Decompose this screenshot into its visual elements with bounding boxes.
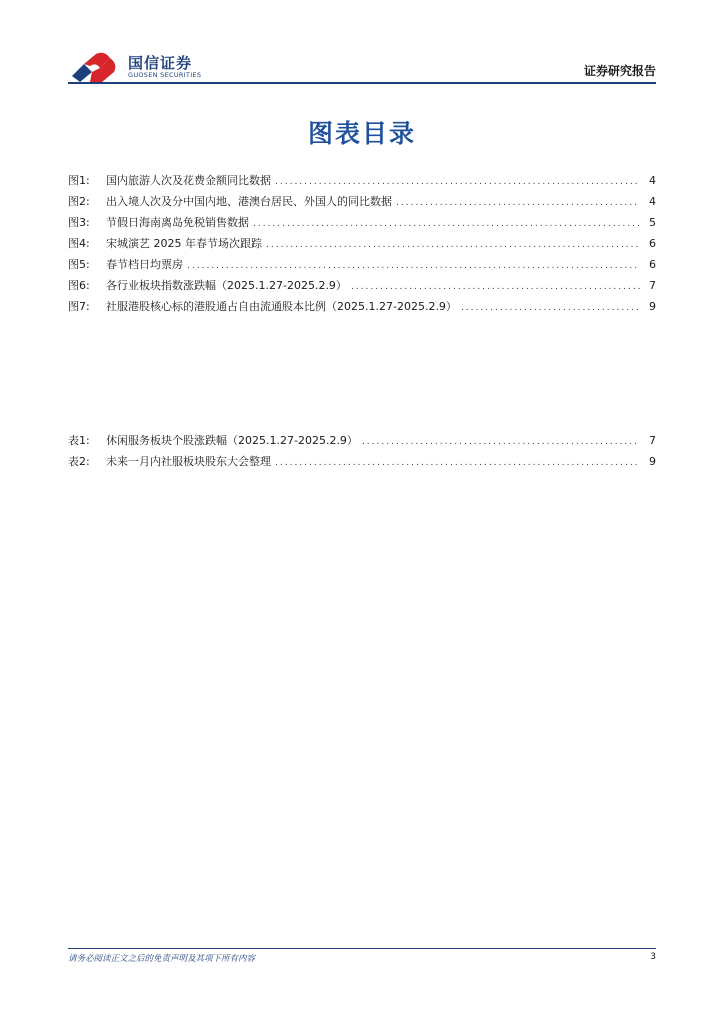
- table-entry-title[interactable]: 未来一月内社服板块股东大会整理: [106, 455, 271, 468]
- figure-entry[interactable]: [68, 233, 656, 254]
- figure-entry-title[interactable]: 宋城演艺 2025 年春节场次跟踪: [106, 237, 262, 250]
- figure-entry-page[interactable]: 6: [649, 258, 656, 271]
- figure-entry-title[interactable]: 出入境人次及分中国内地、港澳台居民、外国人的同比数据: [106, 195, 392, 208]
- page-number: 3: [650, 952, 656, 962]
- figure-entry[interactable]: [68, 275, 656, 296]
- brand-name-en: GUOSEN SECURITIES: [128, 71, 202, 79]
- report-type-label: 证券研究报告: [583, 64, 656, 78]
- figure-entry-page[interactable]: 7: [649, 279, 656, 292]
- guosen-logo: [70, 50, 210, 84]
- figure-entry-label: 图4:: [68, 237, 90, 250]
- page-title: 图表目录: [307, 119, 416, 148]
- figure-entry-label: 图5:: [68, 258, 90, 271]
- dot-leader: [266, 235, 640, 256]
- figure-entry-title[interactable]: 春节档日均票房: [106, 258, 183, 271]
- dot-leader: [187, 256, 640, 277]
- guosen-logo-icon: [70, 52, 122, 82]
- figure-entry-page[interactable]: 4: [649, 174, 656, 187]
- footer-divider: [68, 948, 656, 949]
- figure-list: [68, 170, 656, 317]
- figure-entry-page[interactable]: 5: [649, 216, 656, 229]
- dot-leader: [461, 298, 640, 319]
- dot-leader: [351, 277, 640, 298]
- figure-entry[interactable]: [68, 170, 656, 191]
- table-entry-label: 表1:: [68, 434, 90, 447]
- dot-leader: [362, 432, 640, 453]
- figure-entry-page[interactable]: 4: [649, 195, 656, 208]
- figure-entry-title[interactable]: 国内旅游人次及花费金额同比数据: [106, 174, 271, 187]
- figure-entry-label: 图3:: [68, 216, 90, 229]
- figure-entry[interactable]: [68, 254, 656, 275]
- header-divider: [68, 82, 656, 84]
- figure-entry-label: 图7:: [68, 300, 90, 313]
- footer-disclaimer: 请务必阅读正文之后的免责声明及其项下所有内容: [68, 954, 256, 964]
- figure-entry-label: 图2:: [68, 195, 90, 208]
- figure-entry[interactable]: [68, 212, 656, 233]
- figure-entry-page[interactable]: 6: [649, 237, 656, 250]
- dot-leader: [396, 193, 640, 214]
- dot-leader: [275, 453, 640, 474]
- figure-entry[interactable]: [68, 191, 656, 212]
- page-header: [68, 50, 656, 84]
- table-entry-title[interactable]: 休闲服务板块个股涨跌幅（2025.1.27-2025.2.9）: [106, 434, 358, 447]
- table-entry-label: 表2:: [68, 455, 90, 468]
- table-entry-page[interactable]: 9: [649, 455, 656, 468]
- table-list: [68, 430, 656, 472]
- figure-entry[interactable]: [68, 296, 656, 317]
- table-entry-page[interactable]: 7: [649, 434, 656, 447]
- figure-entry-title[interactable]: 节假日海南离岛免税销售数据: [106, 216, 249, 229]
- table-entry[interactable]: [68, 451, 656, 472]
- figure-entry-label: 图6:: [68, 279, 90, 292]
- dot-leader: [275, 172, 640, 193]
- figure-entry-title[interactable]: 各行业板块指数涨跌幅（2025.1.27-2025.2.9）: [106, 279, 347, 292]
- figure-entry-label: 图1:: [68, 174, 90, 187]
- dot-leader: [253, 214, 640, 235]
- figure-entry-title[interactable]: 社服港股核心标的港股通占自由流通股本比例（2025.1.27-2025.2.9）: [106, 300, 457, 313]
- figure-entry-page[interactable]: 9: [649, 300, 656, 313]
- brand-name-cn: 国信证券: [128, 54, 193, 72]
- table-entry[interactable]: [68, 430, 656, 451]
